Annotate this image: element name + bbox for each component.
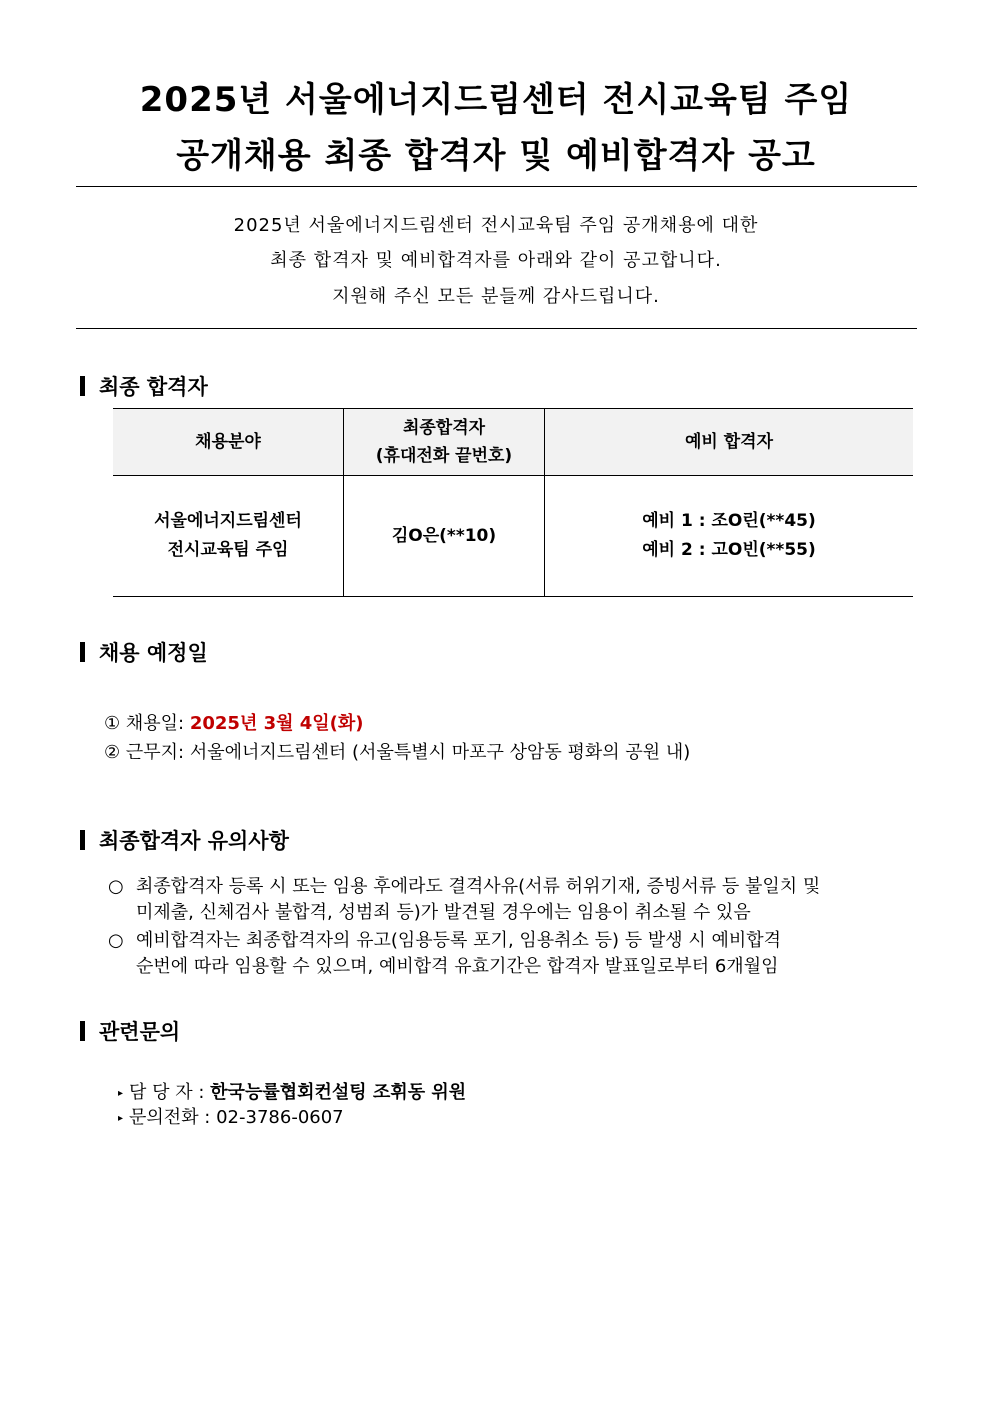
section-heading-text: 관련문의 xyxy=(99,1020,181,1044)
schedule-item xyxy=(104,709,364,735)
section-heading-notes xyxy=(80,825,289,855)
contact-person-name: 한국능률협회컨설팅 조휘동 위원 xyxy=(210,1082,467,1103)
header-reserve: 예비 합격자 xyxy=(545,409,914,476)
section-heading-text: 최종합격자 유의사항 xyxy=(99,829,289,853)
intro-line: 최종 합격자 및 예비합격자를 아래와 같이 공고합니다. xyxy=(270,250,722,271)
section-heading-text: 채용 예정일 xyxy=(99,641,208,665)
result-table xyxy=(113,408,913,597)
intro-line: 2025년 서울에너지드림센터 전시교육팀 주임 공개채용에 대한 xyxy=(233,215,759,236)
section-bar-icon xyxy=(80,376,85,396)
note-item xyxy=(108,928,908,980)
table-row xyxy=(113,476,913,597)
hire-date: 2025년 3월 4일(화) xyxy=(189,713,364,734)
cell-final: 김O은(**10) xyxy=(344,476,545,597)
cell-field-line: 전시교육팀 주임 xyxy=(167,540,289,560)
section-bar-icon xyxy=(80,642,85,662)
cell-reserve xyxy=(545,476,914,597)
page-title: 2025년 서울에너지드림센터 전시교육팀 주임 xyxy=(139,80,853,120)
section-heading-schedule xyxy=(80,637,208,667)
section-heading-final xyxy=(80,371,208,401)
section-heading-text: 최종 합격자 xyxy=(99,375,208,399)
cell-reserve-line: 예비 1 : 조O린(**45) xyxy=(642,511,816,531)
section-heading-contact xyxy=(80,1016,180,1046)
note-text: 미제출, 신체검사 불합격, 성범죄 등)가 발견될 경우에는 임용이 취소될 수 있음 xyxy=(136,902,751,923)
header-final-sub: (휴대전화 끝번호) xyxy=(375,446,513,466)
table-header-row xyxy=(113,409,913,476)
note-text: 최종합격자 등록 시 또는 임용 후에라도 결격사유(서류 허위기재, 증빙서류 등 불일치 및 xyxy=(136,876,821,897)
item-number: ① xyxy=(104,713,121,734)
intro-line: 지원해 주신 모든 분들께 감사드립니다. xyxy=(332,286,660,307)
circle-icon: ○ xyxy=(108,876,124,897)
section-bar-icon xyxy=(80,830,85,850)
contact-person xyxy=(118,1078,466,1104)
cell-reserve-line: 예비 2 : 고O빈(**55) xyxy=(642,540,816,560)
schedule-item xyxy=(104,738,690,764)
note-text: 순번에 따라 임용할 수 있으며, 예비합격 유효기간은 합격자 발표일로부터 6개월임 xyxy=(136,956,779,977)
section-bar-icon xyxy=(80,1021,85,1041)
contact-label: 담 당 자 : xyxy=(129,1082,205,1103)
contact-label: 문의전화 : xyxy=(129,1107,211,1128)
header-final-label: 최종합격자 xyxy=(402,418,486,438)
note-text: 예비합격자는 최종합격자의 유고(임용등록 포기, 임용취소 등) 등 발생 시 예비합격 xyxy=(136,930,782,951)
triangle-bullet-icon: ▸ xyxy=(118,1113,124,1124)
contact-phone-number[interactable]: 02-3786-0607 xyxy=(216,1107,344,1128)
note-item xyxy=(108,874,908,926)
header-field: 채용분야 xyxy=(113,409,344,476)
cell-field-line: 서울에너지드림센터 xyxy=(154,511,302,531)
bottom-divider xyxy=(76,328,917,329)
circle-icon: ○ xyxy=(108,930,124,951)
header-final xyxy=(344,409,545,476)
top-divider xyxy=(76,186,917,187)
item-number: ② xyxy=(104,742,121,763)
cell-field xyxy=(113,476,344,597)
contact-phone xyxy=(118,1103,344,1129)
item-label: 채용일: xyxy=(125,713,185,734)
triangle-bullet-icon: ▸ xyxy=(118,1088,124,1099)
page-subtitle: 공개채용 최종 합격자 및 예비합격자 공고 xyxy=(176,136,816,176)
workplace-text: 근무지: 서울에너지드림센터 (서울특별시 마포구 상암동 평화의 공원 내) xyxy=(125,742,691,763)
